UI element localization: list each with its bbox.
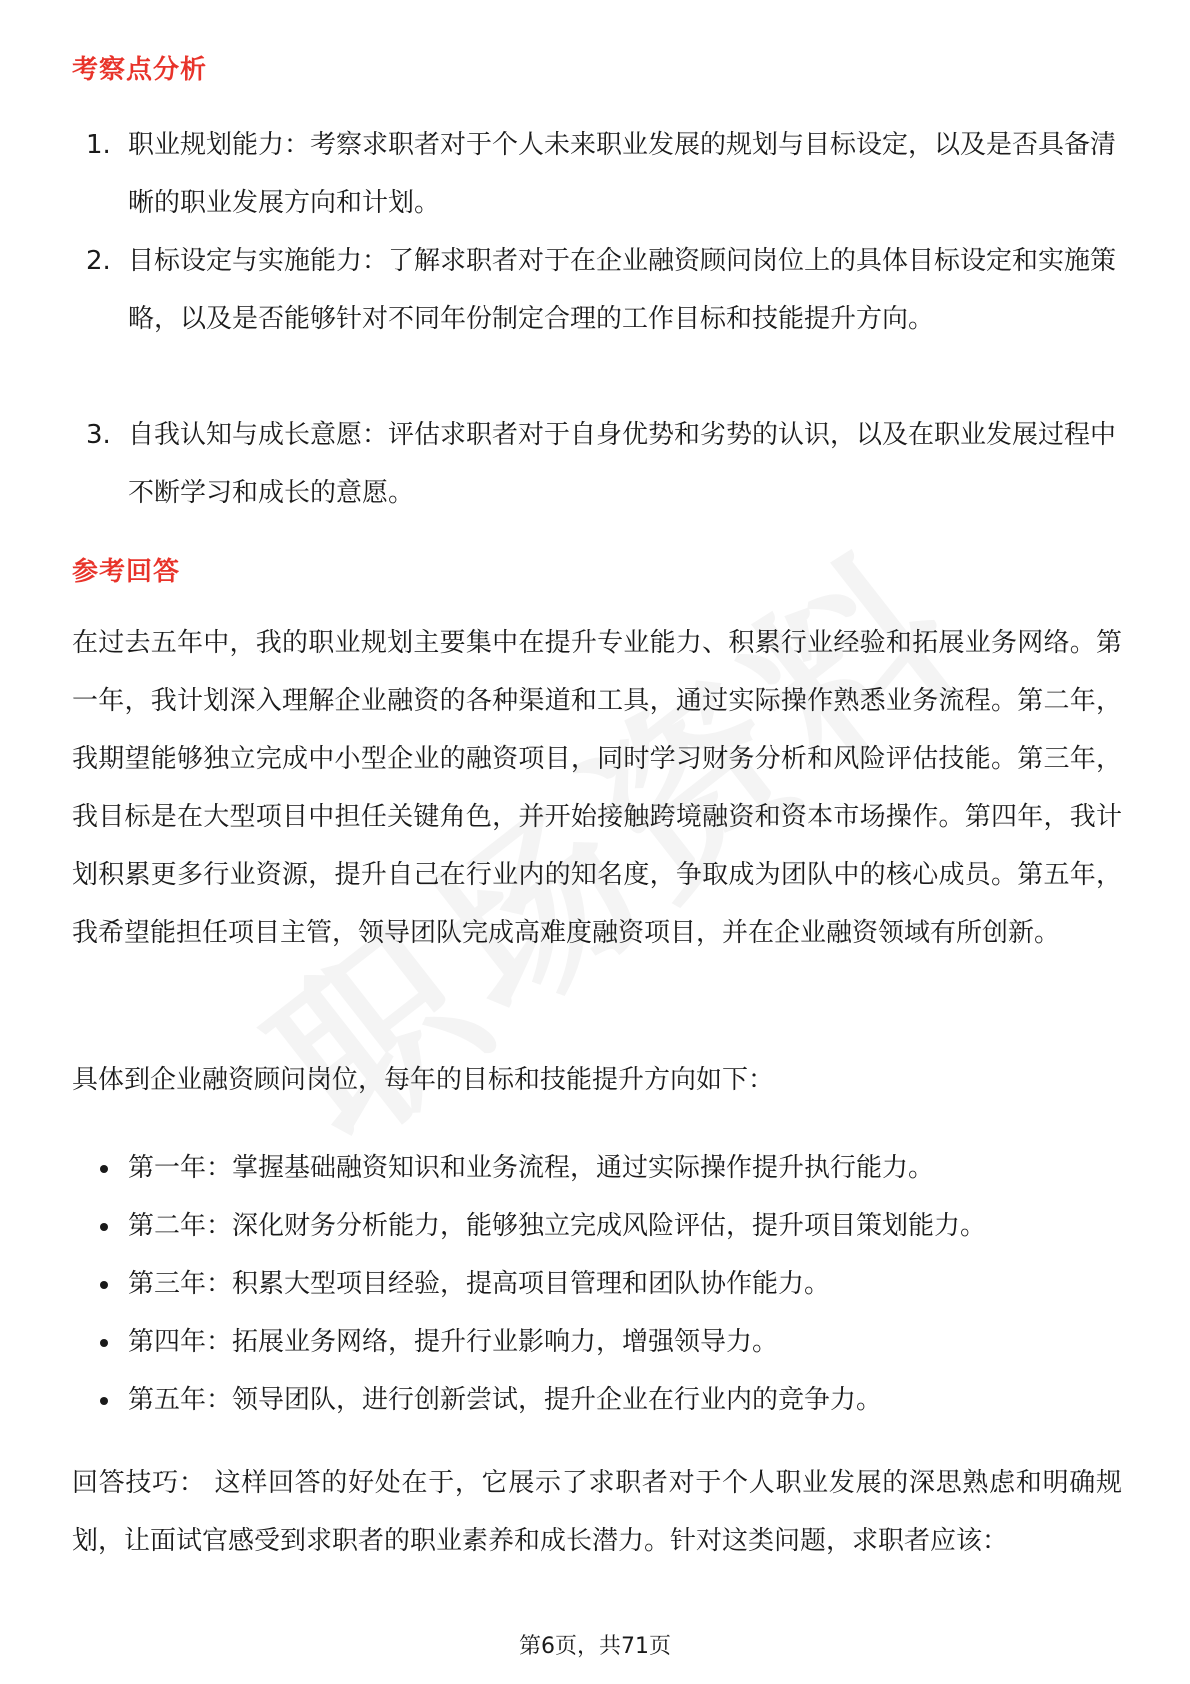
- list-number: 3.: [86, 420, 111, 450]
- list-item: [72, 1197, 1122, 1255]
- list-item: [72, 116, 1122, 232]
- list-item: [72, 1313, 1122, 1371]
- list-item: [72, 1139, 1122, 1197]
- section-heading-answer: 参考回答: [72, 557, 181, 587]
- bullet-icon: [100, 1397, 108, 1405]
- list-item-text: 第五年：领导团队，进行创新尝试，提升企业在行业内的竞争力。: [128, 1385, 883, 1415]
- list-item-text: 第二年：深化财务分析能力，能够独立完成风险评估，提升项目策划能力。: [128, 1211, 987, 1241]
- list-item-text: 目标设定与实施能力：了解求职者对于在企业融资顾问岗位上的具体目标设定和实施策略，以及是否能够针对不同年份制定合理的工作目标和技能提升方向。: [128, 246, 1117, 334]
- list-number: 1.: [86, 130, 111, 160]
- bullet-icon: [100, 1165, 108, 1173]
- list-item-text: 第一年：掌握基础融资知识和业务流程，通过实际操作提升执行能力。: [128, 1153, 935, 1183]
- specific-intro-paragraph: 具体到企业融资顾问岗位，每年的目标和技能提升方向如下：: [72, 1065, 775, 1095]
- list-item-text: 职业规划能力：考察求职者对于个人未来职业发展的规划与目标设定，以及是否具备清晰的职业发展方向和计划。: [128, 130, 1117, 218]
- yearly-goals-list: [72, 1139, 1122, 1429]
- list-item: [72, 232, 1122, 406]
- list-item-text: 自我认知与成长意愿：评估求职者对于自身优势和劣势的认识，以及在职业发展过程中不断学习和成长的意愿。: [128, 420, 1117, 508]
- section-heading-analysis: 考察点分析: [72, 55, 208, 85]
- list-number: 2.: [86, 246, 111, 276]
- list-item: [72, 1371, 1122, 1429]
- list-item: [72, 1255, 1122, 1313]
- bullet-icon: [100, 1339, 108, 1347]
- list-item-text: 第三年：积累大型项目经验，提高项目管理和团队协作能力。: [128, 1269, 831, 1299]
- list-item-text: 第四年：拓展业务网络，提升行业影响力，增强领导力。: [128, 1327, 779, 1357]
- answer-paragraph: 在过去五年中，我的职业规划主要集中在提升专业能力、积累行业经验和拓展业务网络。第一年，我计划深入理解企业融资的各种渠道和工具，通过实际操作熟悉业务流程。第二年，我期望能够独立完成中小型企业的融资项目，同时学习财务分析和风险评估技能。第三年，我目标是在大型项目中担任关键角色，并开始接触跨境融资和资本市场操作。第四年，我计划积累更多行业资源，提升自己在行业内的知名度，争取成为团队中的核心成员。第五年，我希望能担任项目主管，领导团队完成高难度融资项目，并在企业融资领域有所创新。: [72, 628, 1122, 948]
- analysis-list: [72, 116, 1122, 522]
- tips-paragraph: 回答技巧： 这样回答的好处在于，它展示了求职者对于个人职业发展的深思熟虑和明确规划，让面试官感受到求职者的职业素养和成长潜力。针对这类问题，求职者应该：: [72, 1468, 1122, 1556]
- bullet-icon: [100, 1223, 108, 1231]
- page-number: 第6页，共71页: [519, 1634, 671, 1659]
- bullet-icon: [100, 1281, 108, 1289]
- list-item: [72, 406, 1122, 522]
